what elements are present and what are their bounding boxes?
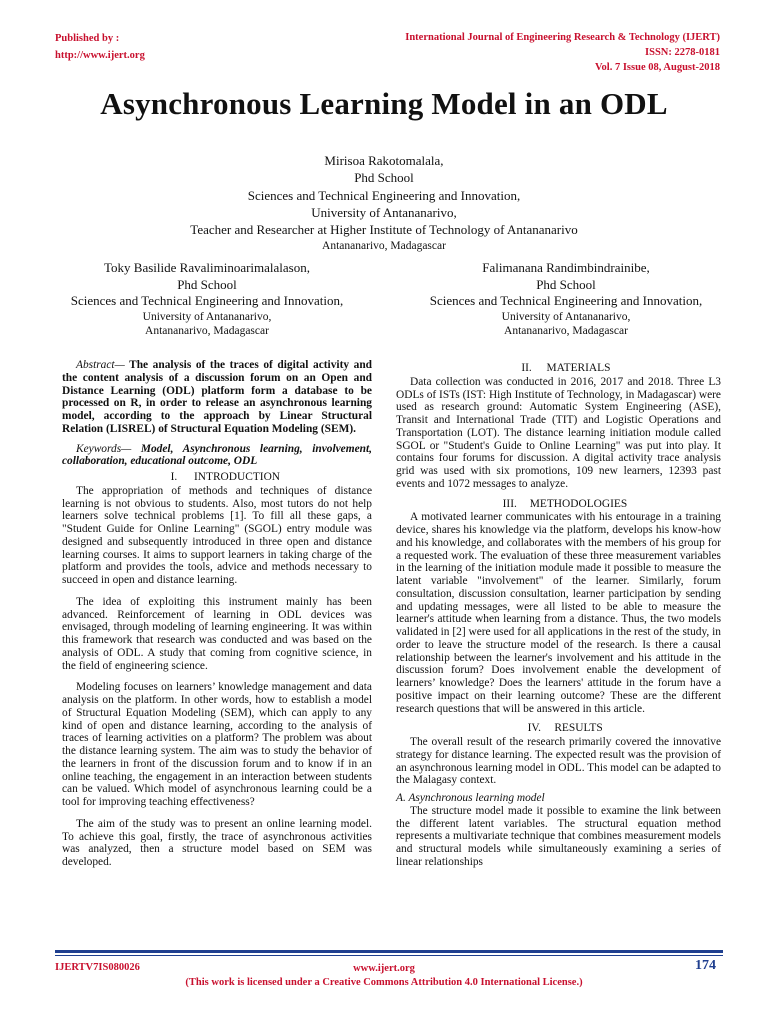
author-left-dept: Sciences and Technical Engineering and Innovation, xyxy=(70,293,344,308)
section-number: I. xyxy=(170,471,178,483)
author-main-university: University of Antananarivo, xyxy=(311,204,457,220)
footer-rule-thick xyxy=(55,950,723,953)
author-right-location: Antananarivo, Madagascar xyxy=(504,325,628,337)
author-right-university: University of Antananarivo, xyxy=(501,310,631,323)
journal-block xyxy=(405,30,720,75)
author-main-role: Teacher and Researcher at Higher Institute of Technology of Antananarivo xyxy=(190,222,578,238)
author-right-degree: Phd School xyxy=(536,276,596,292)
published-by-label: Published by : xyxy=(55,33,120,44)
section-heading-results xyxy=(396,722,721,735)
section-number: IV. xyxy=(527,722,542,735)
intro-paragraph-1: The appropriation of methods and techniques of distance learning is not obvious to students. Also, most tutors do not help learners solve technical problems [1]. To fill all these gaps, a "Student Guide for Online Learning" (SGOL) entry module was designed and subsequently introduced in three open and distance learning courses. It aims to support learners in taking charge of the platform and provides the tools, advice and methods necessary to succeed in open and distance learning. xyxy=(62,484,372,586)
methodologies-paragraph-1: A motivated learner communicates with his entourage in a training device, shares his knowledge via the platform, develops his know-how and his knowledge, and collaborates with the members of his group for a requested work. The evaluation of these three measurement variables in the learning of the initiation module made it possible to measure the latent variable "involvement" of the learner. Similarly, forum consultation, discussion consultation, learner participation by sending and updating messages, were all listed to be able to measure the learner's attitude when learning from a distance. Thus, the two models validated in [2] were used for all applications in the rest of the study, in order to leave the structure model of the research. Is there a causal relationship between the learner's involvement and his attitude in the discussion forum? Does involvement enable the development of learners’ knowledge? Does the learners' attitude in the forum have a positive impact on their learning outcome? These are the different research questions that will be answered in this article. xyxy=(396,511,721,715)
keywords-text: Model, Asynchronous learning, involvement, collaboration, educational outcome, ODL xyxy=(62,442,372,468)
author-main-location: Antananarivo, Madagascar xyxy=(322,240,446,253)
subsection-heading-a: A. Asynchronous learning model xyxy=(396,792,545,804)
abstract-label: Abstract— xyxy=(76,359,125,371)
site-url-link[interactable]: http://www.ijert.org xyxy=(55,50,145,61)
subsection-a-paragraph-1: The structure model made it possible to examine the link between the different latent variables. The structural equation method represents a multivariate technique that combines measurement models and structural models while simultaneously examining a series of linear relationships xyxy=(396,804,721,868)
intro-paragraph-4: The aim of the study was to present an online learning model. To achieve this goal, firstly, the trace of asynchronous activities was analyzed, then a structure model based on SEM was developed. xyxy=(62,817,372,868)
paper-id: IJERTV7IS080026 xyxy=(55,962,140,973)
author-right xyxy=(398,260,734,339)
abstract-text: The analysis of the traces of digital activity and the content analysis of a discussion forum on an Open and Distance Learning (ODL) platform form a database to be processed on R, in order to release an asynchronous learning model, according to the approach by Linear Structural Relation (LISREL) of Structural Equation Modeling (SEM). xyxy=(62,359,372,435)
journal-name: International Journal of Engineering Research & Technology (IJERT) xyxy=(405,32,720,43)
footer-rule-thin xyxy=(55,955,723,956)
author-right-name: Falimanana Randimbindrainibe, xyxy=(482,260,650,275)
keywords xyxy=(62,443,372,469)
license-text: (This work is licensed under a Creative Commons Attribution 4.0 International License.) xyxy=(185,977,583,988)
author-main-dept: Sciences and Technical Engineering and Innovation, xyxy=(247,187,521,203)
author-left-location: Antananarivo, Madagascar xyxy=(145,325,269,337)
page-number: 174 xyxy=(695,958,716,973)
keywords-label: Keywords— xyxy=(76,442,132,455)
section-heading-methodologies xyxy=(396,498,721,511)
issn-label: ISSN: 2278-0181 xyxy=(645,47,720,58)
author-left-name: Toky Basilide Ravaliminoarimalalason, xyxy=(104,260,310,275)
author-main-degree: Phd School xyxy=(354,170,414,186)
section-title: RESULTS xyxy=(554,722,603,735)
section-heading-introduction xyxy=(62,471,372,484)
footer-center xyxy=(0,962,768,990)
right-column xyxy=(396,359,721,869)
intro-paragraph-3: Modeling focuses on learners’ knowledge management and data analysis on the platform. In other words, how to establish a model of Structural Equation Modeling (SEM), which can apply to any kind of open and distance learning, according to the analysis of traces of learning activities on a platform? The problem was about the distance learning system. The aim was to study the behavior of the learners in front of the discussion forum and to know if in an online teaching, the engagement in an interaction between students can be valued. Which model of asynchronous learning could be a tool for improving teaching effectiveness? xyxy=(62,681,372,808)
section-title: INTRODUCTION xyxy=(193,471,281,483)
author-main xyxy=(0,152,768,256)
author-main-name: Mirisoa Rakotomalala, xyxy=(324,153,444,168)
abstract xyxy=(62,359,372,436)
volume-label: Vol. 7 Issue 08, August-2018 xyxy=(594,62,720,73)
author-left-university: University of Antananarivo, xyxy=(142,310,272,323)
paper-title: Asynchronous Learning Model in an ODL xyxy=(100,86,668,121)
author-right-dept: Sciences and Technical Engineering and Innovation, xyxy=(429,293,703,308)
section-title: MATERIALS xyxy=(546,362,611,374)
section-number: III. xyxy=(502,497,517,510)
publisher-block xyxy=(55,30,145,64)
results-paragraph-1: The overall result of the research primarily covered the innovative strategy for distance learning. The expected result was the provision of an asynchronous learning model in ODL. This model can be adapted to the Malagasy context. xyxy=(396,736,721,787)
section-number: II. xyxy=(521,362,532,374)
author-left-degree: Phd School xyxy=(177,276,237,292)
materials-paragraph-1: Data collection was conducted in 2016, 2017 and 2018. Three L3 ODLs of ISTs (IST: High Institute of Technology, in Madagascar) were used as research ground: Automatic System Engineering (ASE), Transit and International Trade (TIT) and Logistic Operations and Transportation (LOT). The distance learning initiation module called SGOL or "Student's Guide to Online Learning" was put into play. It contains four forums for discussion. A digital activity trace analysis grid was used with six promotions, 109 new learners, 12393 past events and 1072 messages to analyze. xyxy=(396,375,721,490)
section-title: METHODOLOGIES xyxy=(529,497,628,510)
footer-site-link[interactable]: www.ijert.org xyxy=(353,963,415,974)
intro-paragraph-2: The idea of exploiting this instrument mainly has been advanced. Reinforcement of learning in ODL devices was envisaged, through modeling of learning engineering. It was within this framework that research was conducted and was based on the analysis of ODL. A study that coming from cognitive science, in the field of engineering science. xyxy=(62,595,372,672)
section-heading-materials xyxy=(396,362,721,375)
left-column xyxy=(62,359,372,869)
author-left xyxy=(38,260,376,339)
